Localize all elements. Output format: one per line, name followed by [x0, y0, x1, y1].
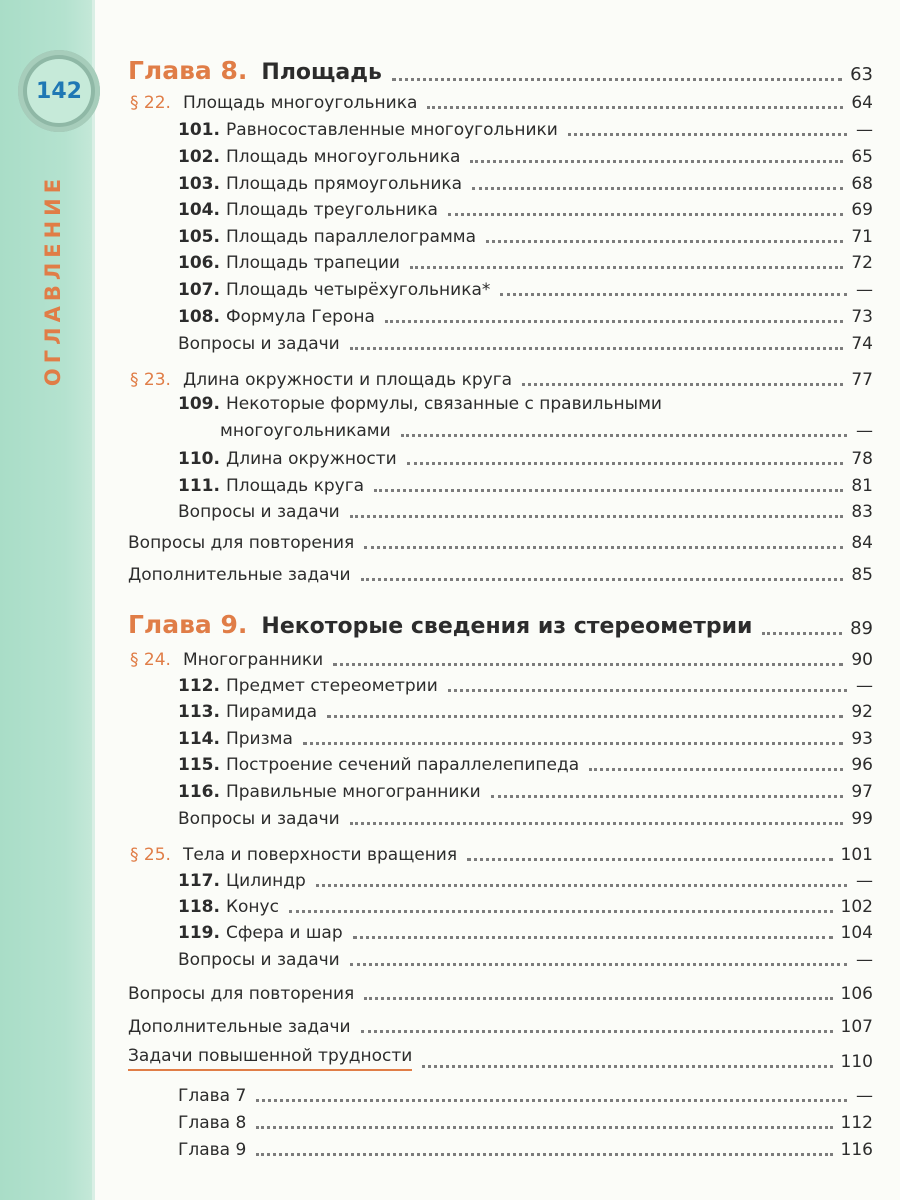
dot-leader	[256, 1099, 847, 1102]
dot-leader	[392, 78, 842, 81]
entry-title: Вопросы и задачи	[178, 950, 340, 970]
entry-title: Глава 9	[178, 1140, 247, 1160]
dot-leader	[448, 213, 843, 216]
chapter-8-label: Глава 8.	[128, 56, 248, 85]
review-questions-2[interactable]	[128, 977, 873, 1003]
toc-entry-112[interactable]	[178, 669, 873, 695]
entry-title: Построение сечений параллелепипеда	[225, 755, 580, 775]
entry-page: 65	[851, 147, 873, 167]
entry-page: 97	[851, 782, 873, 802]
toc-entry-103[interactable]	[178, 167, 873, 193]
entry-title: Предмет стереометрии	[225, 676, 438, 696]
entry-title: Задачи повышенной трудности	[128, 1048, 412, 1071]
dot-leader	[500, 293, 847, 296]
entry-title: Некоторые формулы, связанные с правильными	[225, 394, 662, 414]
section-25-title: Тела и поверхности вращения	[182, 845, 458, 865]
toc-entry-105[interactable]	[178, 220, 873, 246]
chapter-9-label: Глава 9.	[128, 610, 248, 639]
toc-entry-106[interactable]	[178, 246, 873, 272]
section-22-page: 64	[851, 93, 873, 113]
entry-page: 99	[851, 809, 873, 829]
dot-leader	[350, 515, 844, 518]
section-24-questions[interactable]	[178, 802, 873, 828]
dot-leader	[467, 858, 832, 861]
chapter-9-page: 89	[850, 618, 873, 639]
entry-title: Призма	[225, 729, 293, 749]
entry-title: Площадь треугольника	[225, 200, 438, 220]
hard-problems-chapter-7[interactable]	[178, 1079, 873, 1105]
page-number-badge	[18, 50, 100, 132]
entry-page: 102	[840, 897, 873, 917]
entry-number: 118.	[178, 897, 220, 917]
chapter-9-title: Некоторые сведения из стереометрии	[261, 614, 753, 639]
toc-entry-107[interactable]	[178, 273, 873, 299]
toc-entry-108[interactable]	[178, 300, 873, 326]
hard-problems-entry[interactable]	[128, 1045, 873, 1071]
section-22-questions[interactable]	[178, 327, 873, 353]
dot-leader	[427, 106, 843, 109]
toc-entry-111[interactable]	[178, 469, 873, 495]
dot-leader	[353, 936, 833, 939]
toc-entry-109-line2[interactable]	[220, 414, 873, 440]
entry-title: Дополнительные задачи	[128, 1017, 351, 1037]
entry-page: 71	[851, 227, 873, 247]
entry-title: Вопросы и задачи	[178, 334, 340, 354]
entry-page: 107	[840, 1017, 873, 1037]
dot-leader	[303, 742, 844, 745]
entry-title: Правильные многогранники	[225, 782, 481, 802]
entry-title: Конус	[225, 897, 279, 917]
section-23-title: Длина окружности и площадь круга	[182, 370, 513, 390]
entry-page: 104	[840, 923, 873, 943]
toc-entry-102[interactable]	[178, 140, 873, 166]
entry-title: Сфера и шар	[225, 923, 343, 943]
section-23-label: § 23.	[130, 370, 171, 390]
chapter-8-heading[interactable]	[128, 50, 873, 84]
entry-page: —	[856, 871, 873, 891]
dot-leader	[762, 632, 842, 635]
chapter-8-page: 63	[850, 64, 873, 85]
entry-number: 108.	[178, 307, 220, 327]
entry-page: —	[856, 1086, 873, 1106]
entry-title: Длина окружности	[225, 449, 397, 469]
entry-page: 72	[851, 253, 873, 273]
dot-leader	[327, 715, 843, 718]
entry-title: Площадь параллелограмма	[225, 227, 477, 247]
entry-title: Площадь трапеции	[225, 253, 400, 273]
entry-page: 68	[851, 174, 873, 194]
entry-title: Дополнительные задачи	[128, 565, 351, 585]
dot-leader	[350, 347, 844, 350]
entry-title: Площадь многоугольника	[225, 147, 461, 167]
entry-page: 116	[840, 1140, 873, 1160]
dot-leader	[522, 383, 843, 386]
hard-problems-chapter-9[interactable]	[178, 1133, 873, 1159]
extra-problems-1[interactable]	[128, 558, 873, 584]
entry-number: 106.	[178, 253, 220, 273]
entry-number: 116.	[178, 782, 220, 802]
dot-leader	[448, 689, 847, 692]
entry-title-cont: многоугольниками	[220, 421, 391, 441]
entry-page: 85	[851, 565, 873, 585]
toc-entry-118[interactable]	[178, 890, 873, 916]
entry-number: 103.	[178, 174, 220, 194]
section-24-label: § 24.	[130, 650, 171, 670]
entry-title: Площадь круга	[225, 476, 365, 496]
entry-title: Глава 8	[178, 1113, 247, 1133]
dot-leader	[470, 160, 843, 163]
toc-entry-115[interactable]	[178, 748, 873, 774]
entry-number: 119.	[178, 923, 220, 943]
entry-page: 110	[840, 1052, 873, 1072]
entry-title: Пирамида	[225, 702, 318, 722]
entry-page: 106	[840, 984, 873, 1004]
entry-page: 84	[851, 533, 873, 553]
section-24-title: Многогранники	[182, 650, 324, 670]
entry-number: 115.	[178, 755, 220, 775]
toc-entry-117[interactable]	[178, 864, 873, 890]
dot-leader	[256, 1126, 832, 1129]
entry-title: Формула Герона	[225, 307, 375, 327]
entry-title: Равносоставленные многоугольники	[225, 120, 558, 140]
extra-problems-2[interactable]	[128, 1010, 873, 1036]
review-questions-1[interactable]	[128, 526, 873, 552]
entry-title: Площадь прямоугольника	[225, 174, 463, 194]
section-24-page: 90	[851, 650, 873, 670]
entry-page: —	[856, 950, 873, 970]
dot-leader	[401, 434, 847, 437]
entry-number: 110.	[178, 449, 220, 469]
section-23-questions[interactable]	[178, 495, 873, 521]
section-23-page: 77	[851, 370, 873, 390]
toc-entry-113[interactable]	[178, 695, 873, 721]
entry-page: 83	[851, 502, 873, 522]
section-25-page: 101	[840, 845, 873, 865]
dot-leader	[350, 963, 847, 966]
entry-number: 104.	[178, 200, 220, 220]
entry-page: —	[856, 120, 873, 140]
entry-title: Вопросы для повторения	[128, 533, 355, 553]
dot-leader	[568, 133, 847, 136]
entry-title: Цилиндр	[225, 871, 306, 891]
entry-page: —	[856, 421, 873, 441]
dot-leader	[350, 822, 844, 825]
toc-entry-110[interactable]	[178, 442, 873, 468]
toc-entry-116[interactable]	[178, 775, 873, 801]
toc-entry-109-line1[interactable]	[178, 394, 662, 414]
section-25-label: § 25.	[130, 845, 171, 865]
dot-leader	[410, 266, 843, 269]
entry-number: 101.	[178, 120, 220, 140]
section-24-entry[interactable]	[130, 643, 873, 669]
section-22-title: Площадь многоугольника	[182, 93, 418, 113]
entry-number: 114.	[178, 729, 220, 749]
dot-leader	[374, 489, 843, 492]
entry-page: 74	[851, 334, 873, 354]
hard-problems-chapter-8[interactable]	[178, 1106, 873, 1132]
entry-number: 105.	[178, 227, 220, 247]
entry-page: 112	[840, 1113, 873, 1133]
entry-page: 92	[851, 702, 873, 722]
dot-leader	[589, 768, 843, 771]
section-23-entry[interactable]	[130, 363, 873, 389]
entry-page: —	[856, 676, 873, 696]
entry-page: 69	[851, 200, 873, 220]
entry-number: 111.	[178, 476, 220, 496]
entry-page: 93	[851, 729, 873, 749]
side-band-edge	[92, 0, 95, 1200]
entry-number: 112.	[178, 676, 220, 696]
dot-leader	[472, 187, 843, 190]
dot-leader	[486, 240, 843, 243]
entry-title: Вопросы и задачи	[178, 809, 340, 829]
entry-title: Площадь четырёхугольника*	[225, 280, 491, 300]
page-number: 142	[36, 79, 82, 104]
entry-page: 96	[851, 755, 873, 775]
entry-number: 109.	[178, 394, 220, 414]
chapter-9-heading[interactable]	[128, 604, 873, 638]
entry-title: Вопросы и задачи	[178, 502, 340, 522]
entry-number: 102.	[178, 147, 220, 167]
dot-leader	[385, 320, 843, 323]
toc-entry-104[interactable]	[178, 193, 873, 219]
dot-leader	[333, 663, 843, 666]
entry-number: 113.	[178, 702, 220, 722]
dot-leader	[316, 884, 847, 887]
toc-entry-101[interactable]	[178, 113, 873, 139]
entry-page: 73	[851, 307, 873, 327]
section-25-questions[interactable]	[178, 943, 873, 969]
dot-leader	[361, 1030, 833, 1033]
chapter-8-title: Площадь	[261, 60, 382, 85]
entry-number: 107.	[178, 280, 220, 300]
dot-leader	[407, 462, 844, 465]
toc-entry-114[interactable]	[178, 722, 873, 748]
toc-entry-119[interactable]	[178, 916, 873, 942]
entry-number: 117.	[178, 871, 220, 891]
page-number-badge-inner	[27, 59, 91, 123]
section-22-label: § 22.	[130, 93, 171, 113]
dot-leader	[364, 546, 843, 549]
side-title-text: ОГЛАВЛЕНИЕ	[41, 173, 65, 387]
section-22-entry[interactable]	[130, 86, 873, 112]
dot-leader	[364, 997, 832, 1000]
entry-page: 78	[851, 449, 873, 469]
entry-title: Вопросы для повторения	[128, 984, 355, 1004]
entry-page: —	[856, 280, 873, 300]
entry-page: 81	[851, 476, 873, 496]
dot-leader	[289, 910, 833, 913]
entry-title: Глава 7	[178, 1086, 247, 1106]
section-25-entry[interactable]	[130, 838, 873, 864]
side-title	[38, 165, 68, 395]
dot-leader	[422, 1065, 832, 1068]
dot-leader	[256, 1153, 832, 1156]
dot-leader	[491, 795, 844, 798]
dot-leader	[361, 578, 844, 581]
